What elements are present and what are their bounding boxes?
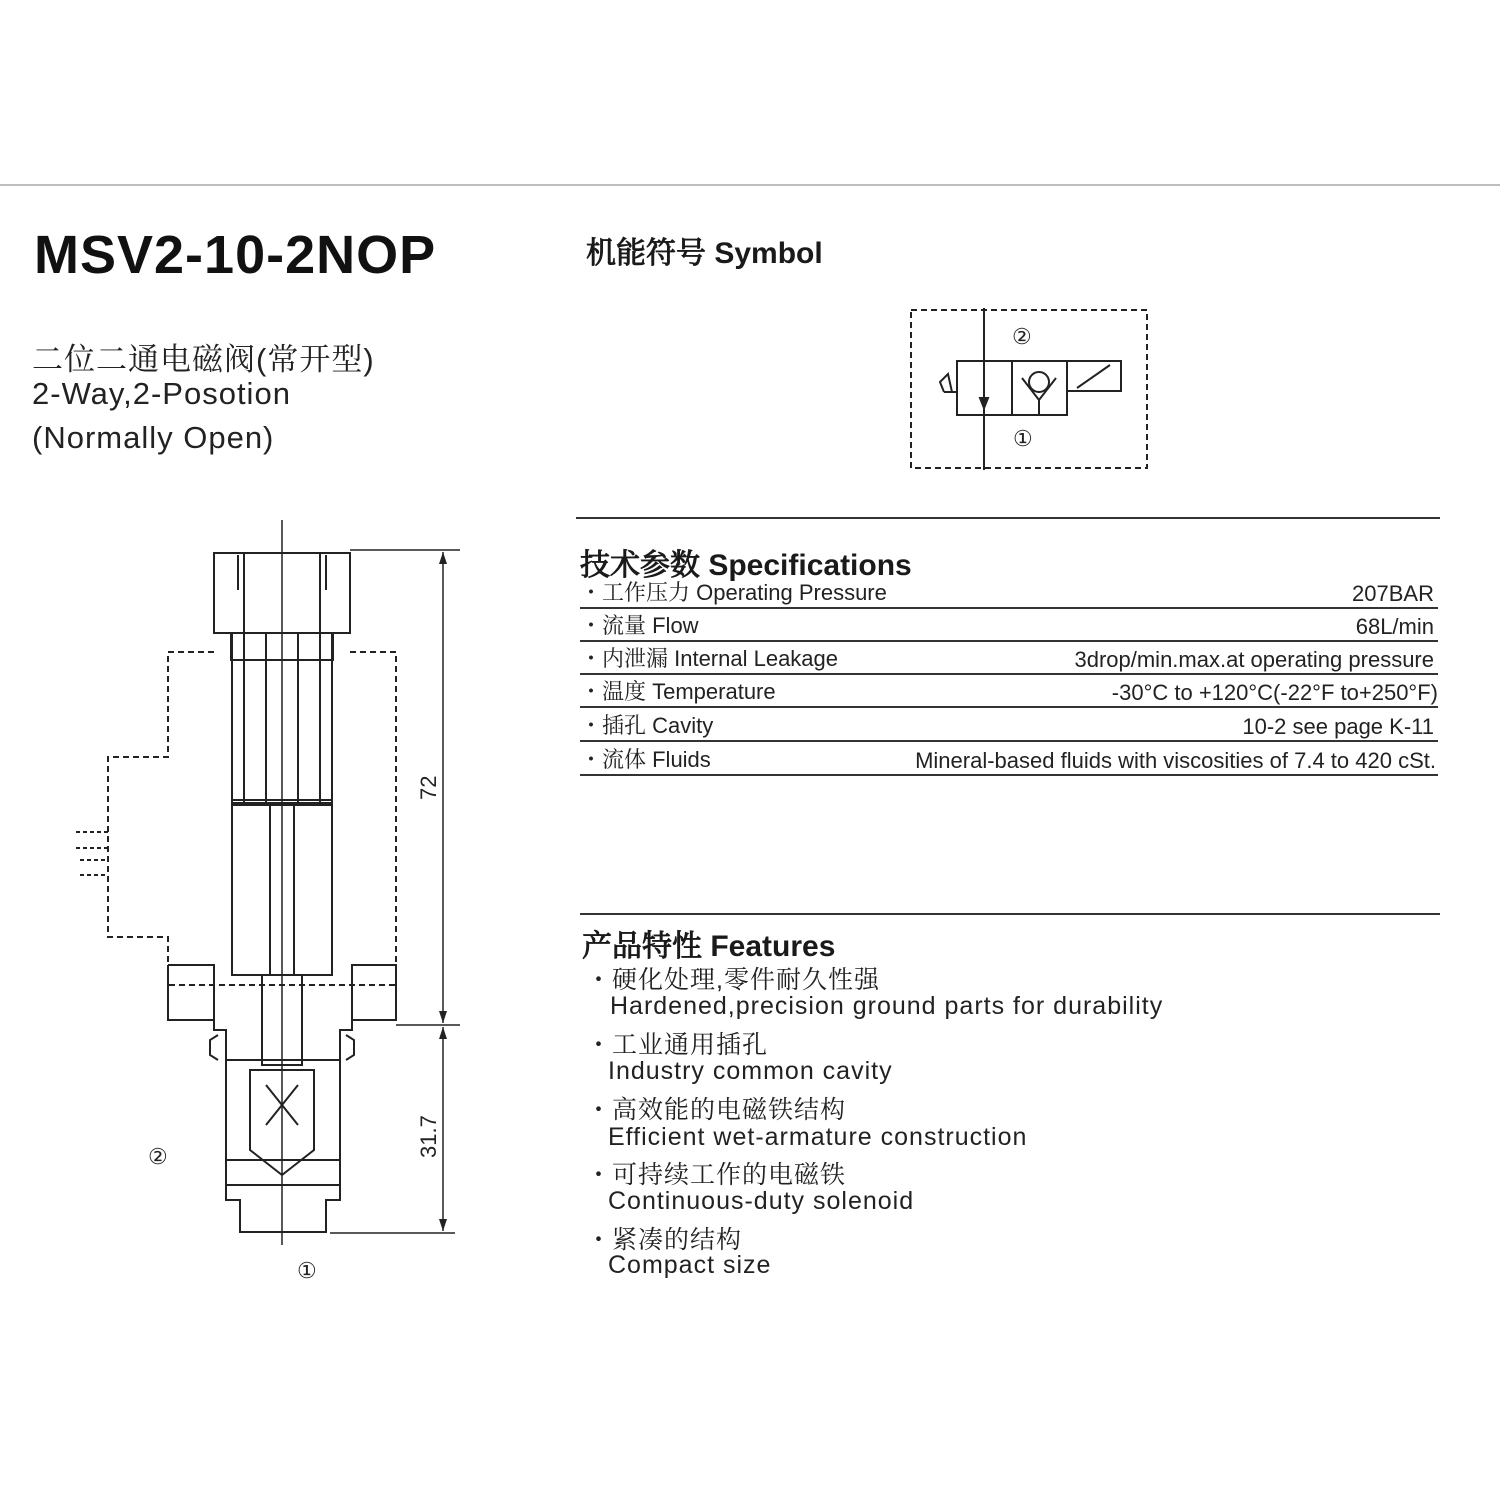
spec-value: -30°C to +120°C(-22°F to+250°F): [1111, 680, 1438, 705]
spec-row-fluids: [580, 741, 1438, 776]
spec-value: 68L/min: [1355, 614, 1434, 639]
spec-row-internal-leakage: [580, 640, 1438, 675]
dimension-72-label: 72: [416, 775, 441, 800]
spec-value: 207BAR: [1352, 581, 1434, 606]
feature-5-en: Compact size: [608, 1251, 772, 1279]
feature-4-en: Continuous-duty solenoid: [608, 1187, 915, 1215]
symbol-port-1-label: ①: [1013, 426, 1033, 451]
feature-3-en: Efficient wet-armature construction: [608, 1123, 1028, 1151]
spec-row-operating-pressure: [580, 574, 1438, 609]
spec-label: ・流量 Flow: [580, 613, 699, 638]
feature-4-cn: ・可持续工作的电磁铁: [586, 1161, 847, 1189]
spec-value: Mineral-based fluids with viscosities of 7.4 to 420 cSt.: [915, 748, 1436, 773]
features-title: 产品特性 Features: [582, 930, 836, 963]
feature-1-en: Hardened,precision ground parts for durability: [610, 992, 1164, 1020]
drawing-port-2-label: ②: [148, 1144, 168, 1169]
specs-title: 技术参数 Specifications: [580, 549, 912, 582]
spec-row-temperature: [580, 673, 1438, 708]
spec-label: ・流体 Fluids: [580, 747, 711, 772]
spec-label: ・温度 Temperature: [580, 679, 776, 704]
feature-3-cn: ・高效能的电磁铁结构: [586, 1096, 847, 1124]
subtitle-english-line-2: (Normally Open): [32, 420, 275, 455]
spec-row-cavity: [580, 707, 1438, 742]
feature-5-cn: ・紧凑的结构: [586, 1226, 743, 1254]
symbol-port-2-label: ②: [1012, 324, 1032, 349]
valve-cross-section: [76, 520, 460, 1245]
feature-2-cn: ・工业通用插孔: [586, 1031, 769, 1059]
specs-top-rule: [576, 517, 1440, 519]
drawing-port-1-label: ①: [297, 1258, 317, 1283]
spec-label: ・工作压力 Operating Pressure: [580, 580, 887, 605]
spec-label: ・插孔 Cavity: [580, 713, 714, 738]
symbol-title: 机能符号 Symbol: [586, 237, 823, 270]
spec-label: ・内泄漏 Internal Leakage: [580, 646, 839, 671]
feature-2-en: Industry common cavity: [608, 1057, 893, 1085]
spec-value: 10-2 see page K-11: [1242, 714, 1434, 739]
model-number: MSV2-10-2NOP: [34, 225, 437, 285]
subtitle-english-line-1: 2-Way,2-Posotion: [32, 376, 291, 411]
spec-value: 3drop/min.max.at operating pressure: [1074, 647, 1434, 672]
coil-outline: [108, 652, 396, 985]
spec-row-flow: [580, 607, 1438, 642]
subtitle-chinese: 二位二通电磁阀(常开型): [32, 342, 375, 377]
dimension-31.7-label: 31.7: [416, 1115, 441, 1158]
feature-1-cn: ・硬化处理,零件耐久性强: [586, 966, 880, 994]
symbol-check-ball: [1029, 372, 1049, 392]
features-top-rule: [580, 913, 1440, 915]
